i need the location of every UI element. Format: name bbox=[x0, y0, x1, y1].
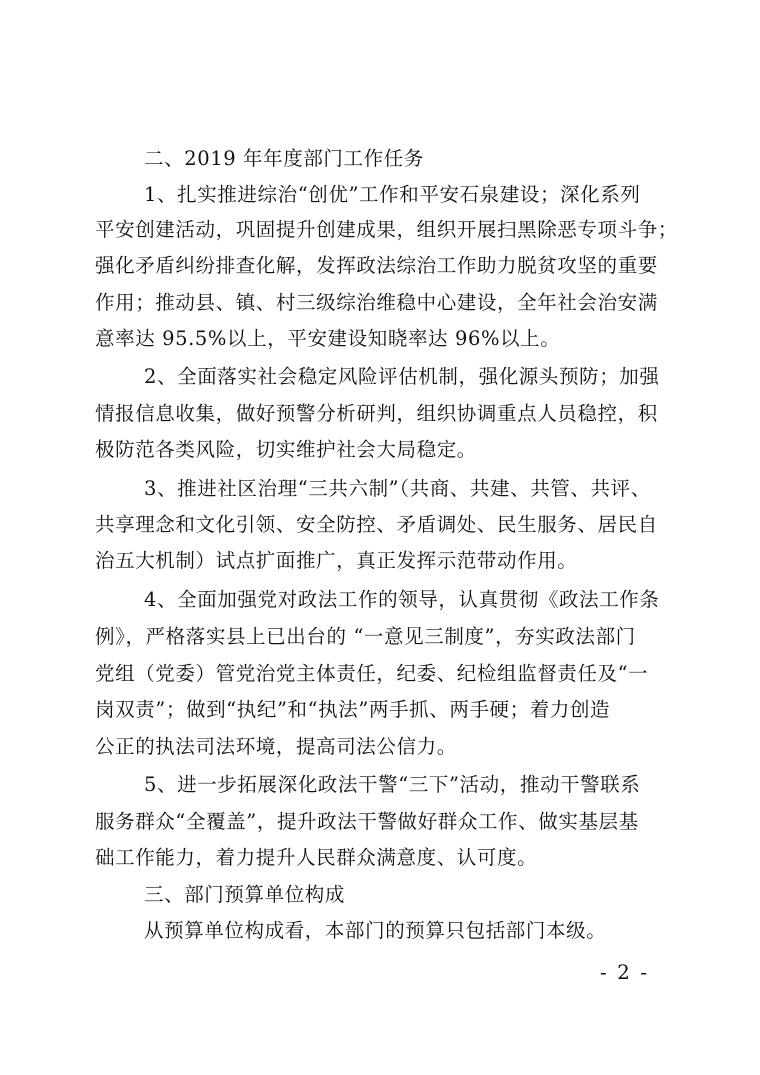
paragraph-line: 服务群众“全覆盖”，提升政法干警做好群众工作、做实基层基 bbox=[95, 810, 639, 833]
paragraph-line: 强化矛盾纠纷排查化解，发挥政法综治工作助力脱贫攻坚的重要 bbox=[95, 254, 658, 277]
paragraph-line: 4、全面加强党对政法工作的领导，认真贯彻《政法工作条 bbox=[144, 588, 660, 611]
paragraph-line: 治五大机制）试点扩面推广，真正发挥示范带动作用。 bbox=[95, 549, 578, 572]
paragraph-line: 情报信息收集，做好预警分析研判，组织协调重点人员稳控，积 bbox=[95, 402, 658, 425]
paragraph-line: 5、进一步拓展深化政法干警“三下”活动，推动干警联系 bbox=[144, 773, 641, 796]
paragraph-line: 平安创建活动，巩固提升创建成果，组织开展扫黑除恶专项斗争； bbox=[95, 218, 678, 241]
paragraph-line: 共享理念和文化引领、安全防控、矛盾调处、民生服务、居民自 bbox=[95, 513, 658, 536]
section-heading: 二、2019 年年度部门工作任务 bbox=[144, 147, 424, 170]
paragraph-line: 作用；推动县、镇、村三级综治维稳中心建设，全年社会治安满 bbox=[95, 291, 658, 314]
paragraph-line: 党组（党委）管党治党主体责任，纪委、纪检组监督责任及“一 bbox=[95, 662, 649, 685]
paragraph-line: 极防范各类风险，切实维护社会大局稳定。 bbox=[95, 438, 477, 461]
paragraph-line: 础工作能力，着力提升人民群众满意度、认可度。 bbox=[95, 846, 538, 869]
section-heading: 三、部门预算单位构成 bbox=[144, 883, 346, 906]
paragraph-line: 例》，严格落实县上已出台的 “一意见三制度”，夯实政法部门 bbox=[95, 625, 636, 648]
paragraph-line: 从预算单位构成看，本部门的预算只包括部门本级。 bbox=[144, 919, 607, 942]
paragraph-line: 意率达 95.5%以上，平安建设知晓率达 96%以上。 bbox=[95, 327, 561, 350]
paragraph-line: 3、推进社区治理“三共六制”（共商、共建、共管、共评、 bbox=[144, 477, 651, 500]
page-number: - 2 - bbox=[600, 960, 649, 984]
paragraph-line: 岗双责”；做到“执纪”和“执法”两手抓、两手硬；着力创造 bbox=[95, 698, 611, 721]
paragraph-line: 1、扎实推进综治“创优”工作和平安石泉建设；深化系列 bbox=[144, 183, 641, 206]
paragraph-line: 2、全面落实社会稳定风险评估机制，强化源头预防；加强 bbox=[144, 365, 660, 388]
paragraph-line: 公正的执法司法环境，提高司法公信力。 bbox=[95, 735, 457, 758]
